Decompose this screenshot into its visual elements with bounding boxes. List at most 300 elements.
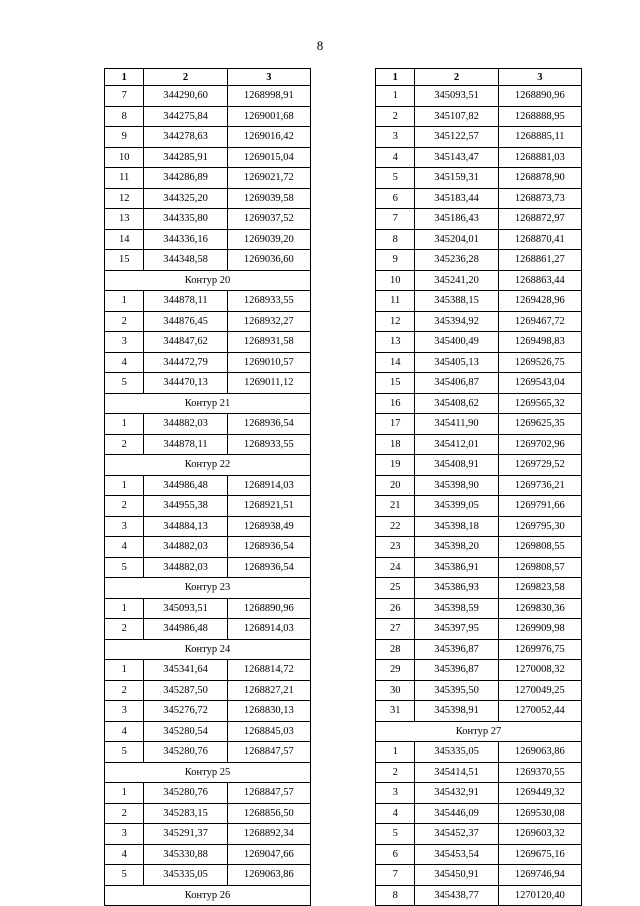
table-row: [105, 783, 311, 804]
y-coordinate: 1269808,55: [498, 537, 581, 558]
point-number: 4: [105, 844, 144, 865]
table-row: [376, 865, 582, 886]
y-coordinate: 1269063,86: [227, 865, 310, 886]
x-coordinate: 344286,89: [144, 168, 227, 189]
point-number: 13: [105, 209, 144, 230]
point-number: 12: [376, 311, 415, 332]
column-header: 3: [498, 69, 581, 86]
contour-title: Контур 26: [105, 885, 311, 906]
y-coordinate: 1268830,13: [227, 701, 310, 722]
point-number: 1: [105, 598, 144, 619]
point-number: 17: [376, 414, 415, 435]
y-coordinate: 1268878,90: [498, 168, 581, 189]
coordinates-table-right: [375, 68, 582, 906]
point-number: 3: [105, 516, 144, 537]
table-row: [376, 455, 582, 476]
y-coordinate: 1268885,11: [498, 127, 581, 148]
y-coordinate: 1269016,42: [227, 127, 310, 148]
point-number: 7: [105, 86, 144, 107]
y-coordinate: 1270052,44: [498, 701, 581, 722]
table-row: [376, 742, 582, 763]
point-number: 4: [105, 721, 144, 742]
x-coordinate: 345408,62: [415, 393, 498, 414]
table-row: [376, 393, 582, 414]
point-number: 4: [105, 352, 144, 373]
table-row: [376, 188, 582, 209]
y-coordinate: 1269565,32: [498, 393, 581, 414]
y-coordinate: 1268847,57: [227, 783, 310, 804]
x-coordinate: 345330,88: [144, 844, 227, 865]
x-coordinate: 344278,63: [144, 127, 227, 148]
point-number: 11: [376, 291, 415, 312]
y-coordinate: 1268938,49: [227, 516, 310, 537]
point-number: 16: [376, 393, 415, 414]
y-coordinate: 1269976,75: [498, 639, 581, 660]
table-row: [376, 598, 582, 619]
table-row: [376, 332, 582, 353]
x-coordinate: 345276,72: [144, 701, 227, 722]
x-coordinate: 345335,05: [144, 865, 227, 886]
x-coordinate: 344884,13: [144, 516, 227, 537]
x-coordinate: 345446,09: [415, 803, 498, 824]
table-row: [376, 147, 582, 168]
y-coordinate: 1269823,58: [498, 578, 581, 599]
x-coordinate: 344335,80: [144, 209, 227, 230]
y-coordinate: 1268890,96: [498, 86, 581, 107]
y-coordinate: 1269603,32: [498, 824, 581, 845]
y-coordinate: 1268892,34: [227, 824, 310, 845]
point-number: 23: [376, 537, 415, 558]
x-coordinate: 345394,92: [415, 311, 498, 332]
y-coordinate: 1268890,96: [227, 598, 310, 619]
table-row: [376, 844, 582, 865]
table-row: [105, 106, 311, 127]
x-coordinate: 345093,51: [415, 86, 498, 107]
table-row: [105, 660, 311, 681]
contour-section-row: [105, 393, 311, 414]
point-number: 2: [105, 311, 144, 332]
point-number: 1: [105, 414, 144, 435]
y-coordinate: 1269015,04: [227, 147, 310, 168]
contour-section-row: [105, 762, 311, 783]
x-coordinate: 345236,28: [415, 250, 498, 271]
table-row: [105, 373, 311, 394]
table-row: [376, 229, 582, 250]
x-coordinate: 345398,91: [415, 701, 498, 722]
x-coordinate: 344876,45: [144, 311, 227, 332]
point-number: 26: [376, 598, 415, 619]
coordinates-table-left: [104, 68, 311, 906]
table-row: [376, 352, 582, 373]
point-number: 5: [105, 865, 144, 886]
table-row: [376, 311, 582, 332]
x-coordinate: 344986,48: [144, 475, 227, 496]
contour-section-row: [105, 639, 311, 660]
y-coordinate: 1269746,94: [498, 865, 581, 886]
y-coordinate: 1269039,20: [227, 229, 310, 250]
x-coordinate: 345159,31: [415, 168, 498, 189]
y-coordinate: 1269736,21: [498, 475, 581, 496]
y-coordinate: 1270120,40: [498, 885, 581, 906]
point-number: 8: [376, 229, 415, 250]
x-coordinate: 344878,11: [144, 434, 227, 455]
table-row: [105, 229, 311, 250]
y-coordinate: 1269530,08: [498, 803, 581, 824]
x-coordinate: 344882,03: [144, 537, 227, 558]
table-row: [105, 311, 311, 332]
y-coordinate: 1268931,58: [227, 332, 310, 353]
point-number: 13: [376, 332, 415, 353]
table-row: [376, 537, 582, 558]
table-row: [105, 332, 311, 353]
y-coordinate: 1269037,52: [227, 209, 310, 230]
point-number: 9: [376, 250, 415, 271]
y-coordinate: 1269011,12: [227, 373, 310, 394]
y-coordinate: 1269010,57: [227, 352, 310, 373]
point-number: 7: [376, 209, 415, 230]
point-number: 5: [105, 742, 144, 763]
column-header: 3: [227, 69, 310, 86]
contour-title: Контур 24: [105, 639, 311, 660]
x-coordinate: 345396,87: [415, 660, 498, 681]
y-coordinate: 1269795,30: [498, 516, 581, 537]
contour-title: Контур 27: [376, 721, 582, 742]
y-coordinate: 1268863,44: [498, 270, 581, 291]
x-coordinate: 345280,54: [144, 721, 227, 742]
point-number: 4: [376, 147, 415, 168]
point-number: 5: [376, 168, 415, 189]
x-coordinate: 345186,43: [415, 209, 498, 230]
x-coordinate: 345397,95: [415, 619, 498, 640]
contour-section-row: [105, 270, 311, 291]
table-row: [105, 414, 311, 435]
x-coordinate: 345405,13: [415, 352, 498, 373]
x-coordinate: 345395,50: [415, 680, 498, 701]
y-coordinate: 1268872,97: [498, 209, 581, 230]
table-row: [376, 680, 582, 701]
table-row: [376, 434, 582, 455]
y-coordinate: 1269543,04: [498, 373, 581, 394]
table-row: [376, 373, 582, 394]
x-coordinate: 345398,90: [415, 475, 498, 496]
x-coordinate: 345093,51: [144, 598, 227, 619]
x-coordinate: 344285,91: [144, 147, 227, 168]
x-coordinate: 344986,48: [144, 619, 227, 640]
point-number: 1: [105, 660, 144, 681]
point-number: 9: [105, 127, 144, 148]
table-row: [105, 147, 311, 168]
point-number: 12: [105, 188, 144, 209]
point-number: 2: [105, 803, 144, 824]
y-coordinate: 1268847,57: [227, 742, 310, 763]
y-coordinate: 1268845,03: [227, 721, 310, 742]
y-coordinate: 1268914,03: [227, 475, 310, 496]
x-coordinate: 344472,79: [144, 352, 227, 373]
table-row: [105, 188, 311, 209]
table-row: [376, 783, 582, 804]
point-number: 19: [376, 455, 415, 476]
table-row: [105, 516, 311, 537]
table-row: [376, 639, 582, 660]
table-row: [105, 557, 311, 578]
table-row: [376, 127, 582, 148]
table-row: [376, 250, 582, 271]
point-number: 8: [105, 106, 144, 127]
table-row: [105, 209, 311, 230]
x-coordinate: 345398,59: [415, 598, 498, 619]
y-coordinate: 1269675,16: [498, 844, 581, 865]
x-coordinate: 345396,87: [415, 639, 498, 660]
y-coordinate: 1268914,03: [227, 619, 310, 640]
x-coordinate: 344878,11: [144, 291, 227, 312]
point-number: 30: [376, 680, 415, 701]
point-number: 5: [376, 824, 415, 845]
y-coordinate: 1268873,73: [498, 188, 581, 209]
y-coordinate: 1269498,83: [498, 332, 581, 353]
point-number: 6: [376, 188, 415, 209]
x-coordinate: 344325,20: [144, 188, 227, 209]
table-row: [376, 701, 582, 722]
y-coordinate: 1268936,54: [227, 414, 310, 435]
point-number: 21: [376, 496, 415, 517]
point-number: 1: [105, 291, 144, 312]
point-number: 14: [105, 229, 144, 250]
point-number: 28: [376, 639, 415, 660]
y-coordinate: 1268870,41: [498, 229, 581, 250]
x-coordinate: 344336,16: [144, 229, 227, 250]
y-coordinate: 1269039,58: [227, 188, 310, 209]
point-number: 14: [376, 352, 415, 373]
y-coordinate: 1269036,60: [227, 250, 310, 271]
point-number: 2: [105, 619, 144, 640]
table-row: [376, 86, 582, 107]
table-row: [105, 127, 311, 148]
x-coordinate: 345280,76: [144, 783, 227, 804]
table-row: [105, 619, 311, 640]
x-coordinate: 345280,76: [144, 742, 227, 763]
x-coordinate: 344348,58: [144, 250, 227, 271]
table-row: [376, 516, 582, 537]
x-coordinate: 344882,03: [144, 557, 227, 578]
point-number: 5: [105, 557, 144, 578]
y-coordinate: 1269370,55: [498, 762, 581, 783]
table-row: [105, 352, 311, 373]
point-number: 5: [105, 373, 144, 394]
point-number: 2: [376, 762, 415, 783]
point-number: 4: [105, 537, 144, 558]
x-coordinate: 345452,37: [415, 824, 498, 845]
y-coordinate: 1269526,75: [498, 352, 581, 373]
x-coordinate: 345143,47: [415, 147, 498, 168]
contour-section-row: [105, 578, 311, 599]
point-number: 24: [376, 557, 415, 578]
point-number: 11: [105, 168, 144, 189]
point-number: 20: [376, 475, 415, 496]
table-row: [376, 106, 582, 127]
x-coordinate: 344847,62: [144, 332, 227, 353]
y-coordinate: 1270008,32: [498, 660, 581, 681]
table-header-row: [105, 69, 311, 86]
table-row: [376, 414, 582, 435]
x-coordinate: 345408,91: [415, 455, 498, 476]
page-number: 8: [316, 38, 324, 53]
y-coordinate: 1268921,51: [227, 496, 310, 517]
y-coordinate: 1269791,66: [498, 496, 581, 517]
y-coordinate: 1268861,27: [498, 250, 581, 271]
column-header: 2: [415, 69, 498, 86]
column-header: 2: [144, 69, 227, 86]
y-coordinate: 1269063,86: [498, 742, 581, 763]
contour-section-row: [105, 885, 311, 906]
y-coordinate: 1269021,72: [227, 168, 310, 189]
table-row: [105, 721, 311, 742]
point-number: 1: [376, 86, 415, 107]
contour-title: Контур 25: [105, 762, 311, 783]
point-number: 8: [376, 885, 415, 906]
x-coordinate: 345399,05: [415, 496, 498, 517]
x-coordinate: 345386,91: [415, 557, 498, 578]
point-number: 4: [376, 803, 415, 824]
y-coordinate: 1268888,95: [498, 106, 581, 127]
point-number: 7: [376, 865, 415, 886]
point-number: 3: [105, 824, 144, 845]
table-row: [376, 475, 582, 496]
x-coordinate: 344275,84: [144, 106, 227, 127]
y-coordinate: 1268932,27: [227, 311, 310, 332]
table-row: [105, 86, 311, 107]
y-coordinate: 1268814,72: [227, 660, 310, 681]
point-number: 2: [105, 680, 144, 701]
y-coordinate: 1270049,25: [498, 680, 581, 701]
table-row: [105, 496, 311, 517]
y-coordinate: 1269830,36: [498, 598, 581, 619]
table-row: [105, 701, 311, 722]
contour-title: Контур 22: [105, 455, 311, 476]
table-row: [376, 168, 582, 189]
x-coordinate: 345287,50: [144, 680, 227, 701]
table-row: [376, 803, 582, 824]
point-number: 3: [105, 332, 144, 353]
y-coordinate: 1268856,50: [227, 803, 310, 824]
x-coordinate: 344955,38: [144, 496, 227, 517]
contour-title: Контур 23: [105, 578, 311, 599]
x-coordinate: 344882,03: [144, 414, 227, 435]
y-coordinate: 1268936,54: [227, 557, 310, 578]
point-number: 3: [376, 127, 415, 148]
point-number: 2: [105, 496, 144, 517]
point-number: 10: [105, 147, 144, 168]
table-row: [376, 762, 582, 783]
point-number: 1: [376, 742, 415, 763]
x-coordinate: 345398,18: [415, 516, 498, 537]
point-number: 3: [105, 701, 144, 722]
x-coordinate: 345414,51: [415, 762, 498, 783]
x-coordinate: 345107,82: [415, 106, 498, 127]
table-row: [105, 168, 311, 189]
y-coordinate: 1268998,91: [227, 86, 310, 107]
x-coordinate: 345412,01: [415, 434, 498, 455]
y-coordinate: 1269449,32: [498, 783, 581, 804]
contour-section-row: [105, 455, 311, 476]
point-number: 6: [376, 844, 415, 865]
point-number: 27: [376, 619, 415, 640]
table-row: [105, 250, 311, 271]
table-row: [105, 824, 311, 845]
x-coordinate: 345400,49: [415, 332, 498, 353]
y-coordinate: 1269729,52: [498, 455, 581, 476]
y-coordinate: 1269702,96: [498, 434, 581, 455]
table-row: [376, 496, 582, 517]
column-header: 1: [105, 69, 144, 86]
point-number: 1: [105, 475, 144, 496]
x-coordinate: 345411,90: [415, 414, 498, 435]
x-coordinate: 344290,60: [144, 86, 227, 107]
point-number: 18: [376, 434, 415, 455]
table-row: [105, 742, 311, 763]
x-coordinate: 345204,01: [415, 229, 498, 250]
contour-section-row: [376, 721, 582, 742]
x-coordinate: 345450,91: [415, 865, 498, 886]
table-row: [105, 434, 311, 455]
point-number: 3: [376, 783, 415, 804]
table-row: [376, 885, 582, 906]
point-number: 10: [376, 270, 415, 291]
point-number: 15: [105, 250, 144, 271]
table-row: [376, 557, 582, 578]
x-coordinate: 345406,87: [415, 373, 498, 394]
y-coordinate: 1268933,55: [227, 291, 310, 312]
table-row: [376, 578, 582, 599]
table-row: [376, 209, 582, 230]
x-coordinate: 345453,54: [415, 844, 498, 865]
x-coordinate: 345386,93: [415, 578, 498, 599]
table-row: [105, 865, 311, 886]
table-header-row: [376, 69, 582, 86]
table-row: [105, 803, 311, 824]
contour-title: Контур 21: [105, 393, 311, 414]
table-row: [105, 598, 311, 619]
y-coordinate: 1268933,55: [227, 434, 310, 455]
table-row: [376, 824, 582, 845]
y-coordinate: 1269047,66: [227, 844, 310, 865]
x-coordinate: 345283,15: [144, 803, 227, 824]
x-coordinate: 345438,77: [415, 885, 498, 906]
x-coordinate: 345335,05: [415, 742, 498, 763]
table-row: [105, 475, 311, 496]
table-row: [105, 291, 311, 312]
point-number: 29: [376, 660, 415, 681]
x-coordinate: 345398,20: [415, 537, 498, 558]
x-coordinate: 345241,20: [415, 270, 498, 291]
y-coordinate: 1269625,35: [498, 414, 581, 435]
table-row: [105, 537, 311, 558]
y-coordinate: 1268936,54: [227, 537, 310, 558]
y-coordinate: 1269808,57: [498, 557, 581, 578]
table-row: [376, 270, 582, 291]
point-number: 22: [376, 516, 415, 537]
y-coordinate: 1269909,98: [498, 619, 581, 640]
point-number: 1: [105, 783, 144, 804]
table-row: [105, 680, 311, 701]
x-coordinate: 345388,15: [415, 291, 498, 312]
y-coordinate: 1269001,68: [227, 106, 310, 127]
x-coordinate: 345122,57: [415, 127, 498, 148]
point-number: 25: [376, 578, 415, 599]
x-coordinate: 345291,37: [144, 824, 227, 845]
point-number: 2: [105, 434, 144, 455]
table-row: [376, 291, 582, 312]
x-coordinate: 345183,44: [415, 188, 498, 209]
